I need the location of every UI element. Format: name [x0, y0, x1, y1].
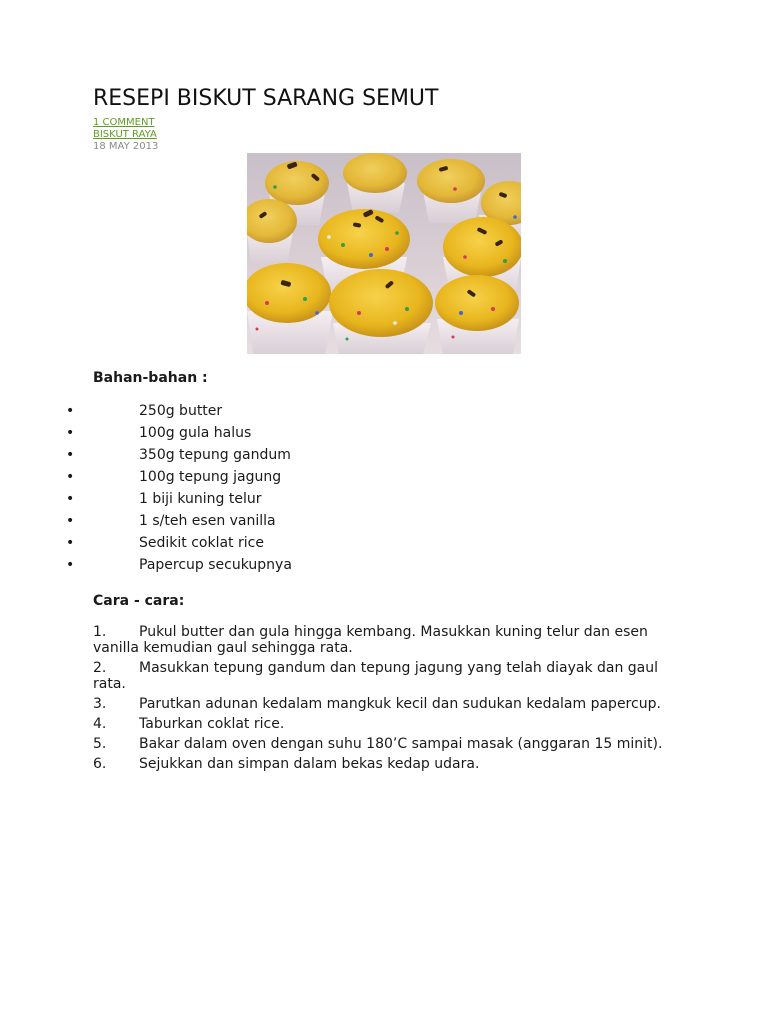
method-steps	[93, 624, 663, 776]
bullet-icon: •	[66, 469, 75, 485]
post-date: 18 MAY 2013	[93, 141, 159, 152]
cookie-photo-image	[247, 153, 521, 354]
comments-meta	[93, 117, 155, 129]
step-text: Parutkan adunan kedalam mangkuk kecil dan sudukan kedalam papercup.	[139, 696, 661, 712]
step-item	[93, 624, 663, 656]
step-number: 2.	[93, 660, 107, 676]
step-text: Taburkan coklat rice.	[139, 716, 285, 732]
step-text: Pukul butter dan gula hingga kembang. Masukkan kuning telur dan esen vanilla kemudian gaul sehingga rata.	[93, 624, 648, 656]
recipe-page: RESEPI BISKUT SARANG SEMUT 1 COMMENT BISKUT RAYA 18 MAY 2013 Bahan-bahan : • 250g butter • 100g gula halus • 350g tepung gandum • 100g tepung jagung • 1 biji kuning telur • 1 s/teh esen vanilla • Sedikit coklat rice • Papercup secukupnya Cara - cara: 1. Pukul butter dan gula hingga kembang. Masukkan kuning telur dan esen vanilla kemudian gaul sehingga rata. 2. Masukkan tepung gandum dan tepung jagung yang telah diayak dan gaul rata. 3. Parutkan adunan kedalam mangkuk kecil dan sudukan kedalam papercup. 4. Taburkan coklat rice. 5. Bakar dalam oven dengan suhu 180’C sampai masak (anggaran 15 minit). 6. Sejukkan dan simpan dalam bekas kedap udara.	[0, 0, 768, 1024]
bullet-icon: •	[66, 491, 75, 507]
category-meta	[93, 129, 157, 141]
bullet-icon: •	[66, 425, 75, 441]
step-text: Sejukkan dan simpan dalam bekas kedap udara.	[139, 756, 480, 772]
step-text: Bakar dalam oven dengan suhu 180’C sampai masak (anggaran 15 minit).	[139, 736, 663, 752]
bullet-icon: •	[66, 403, 75, 419]
comments-link[interactable]: 1 COMMENT	[93, 117, 155, 128]
step-number: 3.	[93, 696, 107, 712]
step-number: 1.	[93, 624, 107, 640]
recipe-photo	[247, 153, 521, 354]
method-heading: Cara - cara:	[93, 593, 185, 609]
category-link[interactable]: BISKUT RAYA	[93, 129, 157, 140]
step-item	[93, 756, 663, 772]
step-item	[93, 716, 663, 732]
bullet-icon: •	[66, 557, 75, 573]
ingredients-heading: Bahan-bahan :	[93, 370, 208, 386]
step-item	[93, 660, 663, 692]
step-item	[93, 696, 663, 712]
step-number: 6.	[93, 756, 107, 772]
bullet-icon: •	[66, 513, 75, 529]
step-item	[93, 736, 663, 752]
step-number: 5.	[93, 736, 107, 752]
step-text: Masukkan tepung gandum dan tepung jagung yang telah diayak dan gaul rata.	[93, 660, 659, 692]
bullet-icon: •	[66, 447, 75, 463]
step-number: 4.	[93, 716, 107, 732]
page-title: RESEPI BISKUT SARANG SEMUT	[93, 86, 439, 111]
bullet-icon: •	[66, 535, 75, 551]
